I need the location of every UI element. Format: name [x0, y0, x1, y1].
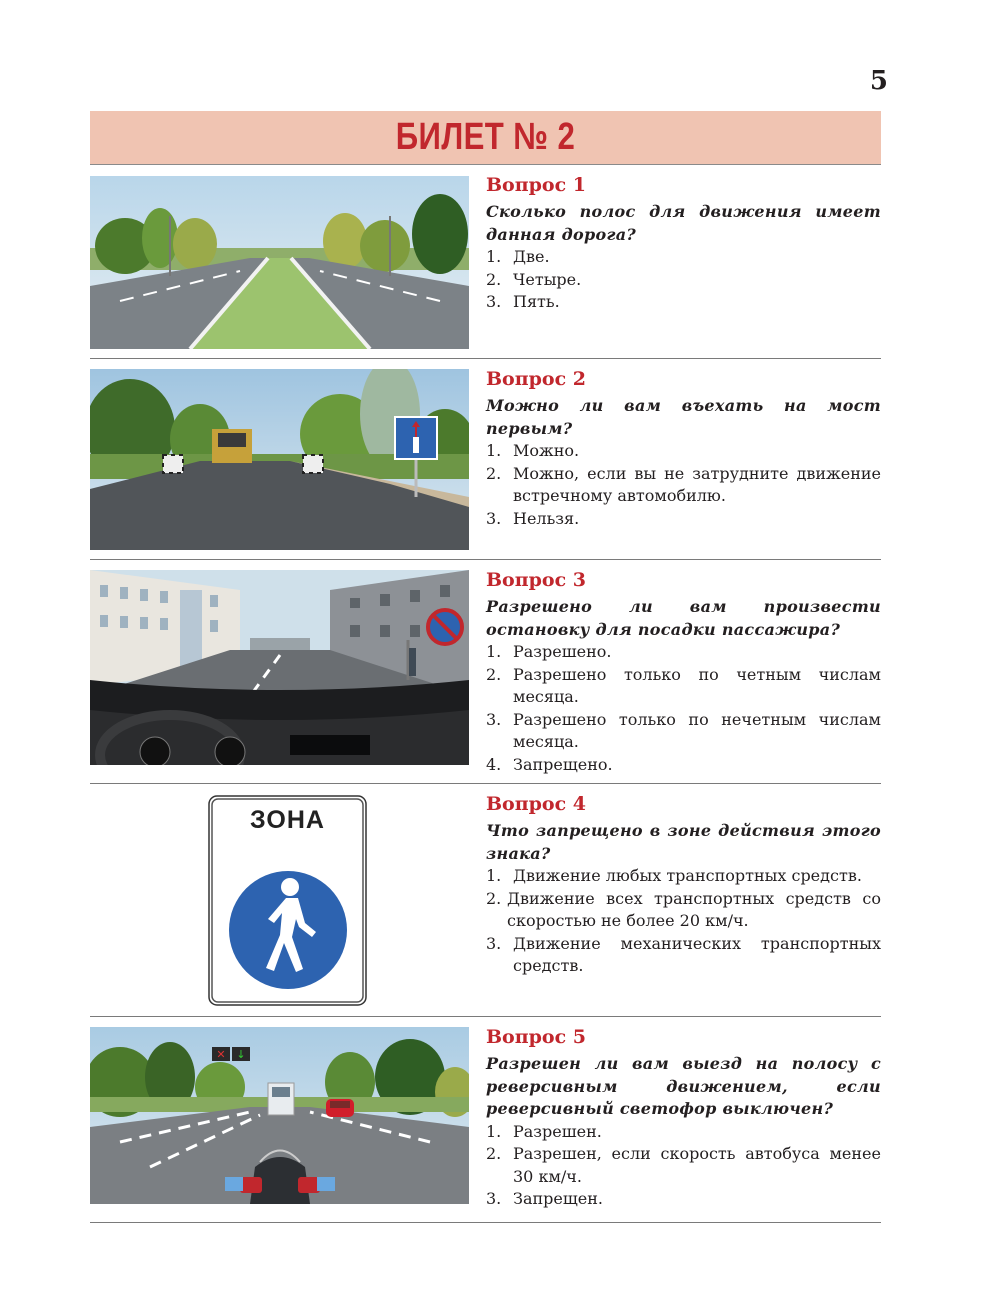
question-2-text: Можно ли вам въехать на мост первым? — [486, 396, 881, 438]
question-2-image — [90, 369, 469, 550]
answer-option[interactable]: 2. Четыре. — [486, 269, 582, 289]
answer-option[interactable]: 1. Разрешен. — [486, 1121, 602, 1141]
question-3-title: Вопрос 3 — [486, 569, 587, 591]
divider — [90, 783, 881, 784]
divider — [90, 358, 881, 359]
answer-option[interactable]: 2. Разрешен, если скорость автобуса менее 30 км/ч. — [486, 1144, 881, 1186]
question-1-answers — [486, 246, 881, 314]
answer-option[interactable]: 3. Пять. — [486, 292, 560, 311]
question-4 — [486, 792, 881, 978]
answer-option[interactable]: 4. Запрещено. — [486, 754, 613, 774]
sign-label: ЗОНА — [250, 806, 325, 834]
question-3-text: Разрешено ли вам произвести остановку для посадки пассажира? — [486, 597, 881, 639]
divider — [90, 559, 881, 560]
answer-option[interactable]: 1. Движение любых транспортных средств. — [486, 866, 862, 885]
divider — [90, 1016, 881, 1017]
question-5-text: Разрешен ли вам выезд на полосу с реверсивным движением, если реверсивный светофор выключен? — [486, 1054, 881, 1118]
answer-option[interactable]: 1. Разрешено. — [486, 642, 612, 661]
answer-option[interactable]: 3. Нельзя. — [486, 508, 580, 528]
answer-option[interactable]: 3. Движение механических транспортных средств. — [486, 933, 881, 975]
answer-option[interactable]: 3. Разрешено только по нечетным числам месяца. — [486, 709, 881, 751]
question-3 — [486, 568, 881, 776]
svg-text:✕: ✕ — [216, 1048, 226, 1061]
question-2-answers — [486, 440, 881, 530]
ticket-header — [90, 111, 881, 165]
question-5-title: Вопрос 5 — [486, 1026, 587, 1048]
divider — [90, 1222, 881, 1223]
question-4-answers — [486, 865, 881, 978]
question-2 — [486, 367, 881, 530]
answer-option[interactable]: 2. Разрешено только по четным числам месяца. — [486, 664, 881, 706]
question-4-text: Что запрещено в зоне действия этого знака? — [486, 821, 881, 863]
question-3-image — [90, 570, 469, 765]
ticket-title: БИЛЕТ № 2 — [395, 116, 576, 158]
question-2-title: Вопрос 2 — [486, 368, 587, 390]
answer-option[interactable]: 2. Можно, если вы не затрудните движение встречному автомобилю. — [486, 463, 881, 505]
question-1-title: Вопрос 1 — [486, 174, 587, 196]
question-3-answers — [486, 641, 881, 776]
answer-option[interactable]: 3. Запрещен. — [486, 1189, 603, 1208]
page-number: 5 — [869, 66, 888, 96]
answer-option[interactable]: 1. Две. — [486, 247, 550, 266]
question-1-image — [90, 176, 469, 349]
answer-option[interactable]: 2. Движение всех транспортных средств со скоростью не более 20 км/ч. — [486, 888, 881, 930]
question-5 — [486, 1025, 881, 1211]
question-5-answers — [486, 1121, 881, 1211]
svg-text:↓: ↓ — [236, 1048, 246, 1061]
question-1 — [486, 173, 881, 314]
answer-option[interactable]: 1. Можно. — [486, 441, 580, 460]
question-4-title: Вопрос 4 — [486, 793, 587, 815]
pedestrian-zone-sign — [208, 795, 367, 1006]
question-1-text: Сколько полос для движения имеет данная дорога? — [486, 202, 881, 244]
question-5-image — [90, 1027, 469, 1204]
